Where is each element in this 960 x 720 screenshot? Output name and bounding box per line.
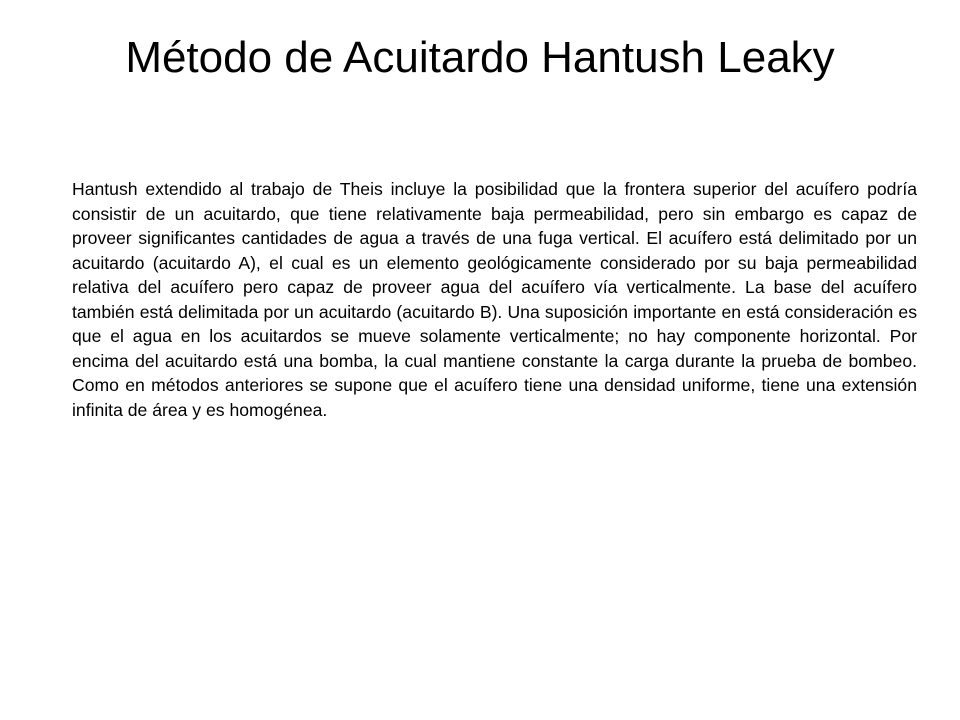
slide-title: Método de Acuitardo Hantush Leaky xyxy=(125,33,835,82)
slide-body-text: Hantush extendido al trabajo de Theis incluye la posibilidad que la frontera superior del acuífero podría consistir de un acuitardo, que tiene relativamente baja permeabilidad, pero sin embargo es capaz de proveer significantes cantidades de agua a través de una fuga vertical. El acuífero está delimitado por un acuitardo (acuitardo A), el cual es un elemento geológicamente considerado por su baja permeabilidad relativa del acuífero pero capaz de proveer agua del acuífero vía verticalmente. La base del acuífero también está delimitada por un acuitardo (acuitardo B). Una suposición importante en está consideración es que el agua en los acuitardos se mueve solamente verticalmente; no hay componente horizontal. Por encima del acuitardo está una bomba, la cual mantiene constante la carga durante la prueba de bombeo. Como en métodos anteriores se supone que el acuífero tiene una densidad uniforme, tiene una extensión infinita de área y es homogénea. xyxy=(72,179,917,420)
